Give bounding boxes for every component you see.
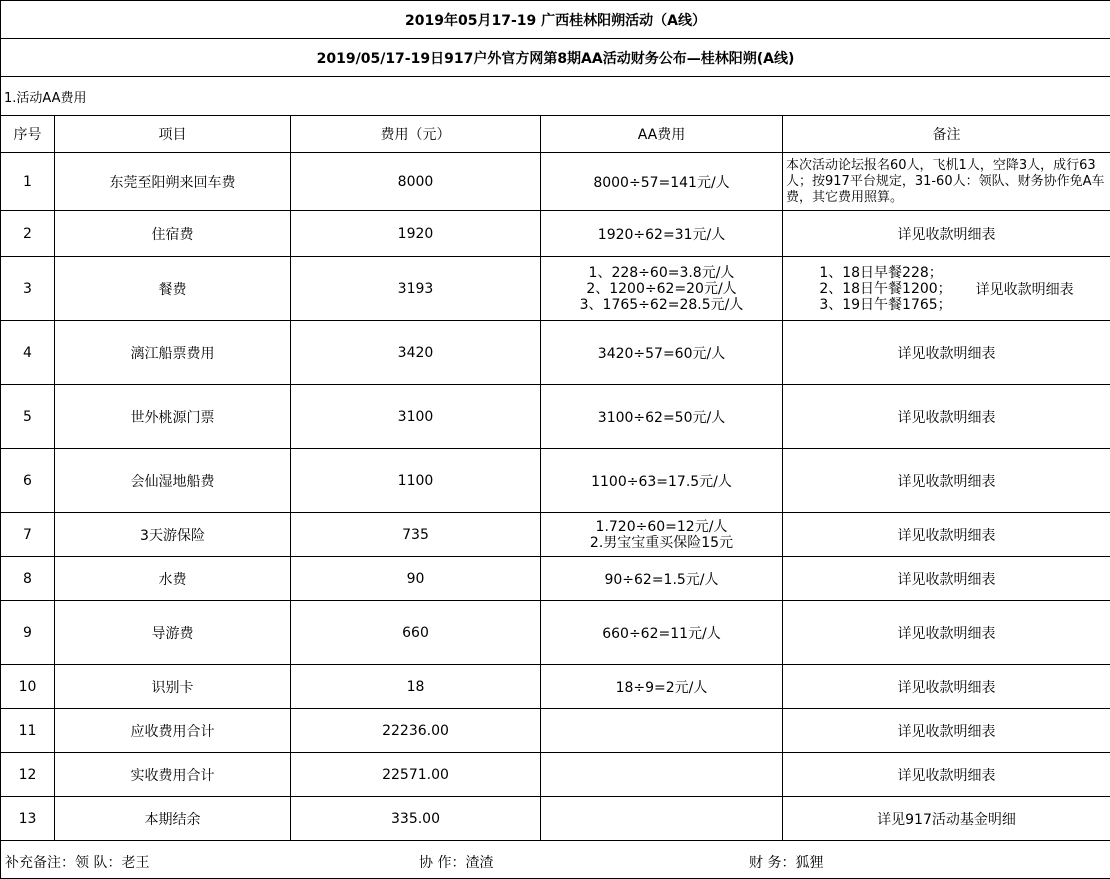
row-aa: 90÷62=1.5元/人	[541, 557, 783, 601]
row-no: 2	[1, 211, 55, 257]
row-remark: 详见收款明细表	[783, 665, 1110, 709]
column-header-aa: AA费用	[541, 116, 783, 153]
row-cost: 8000	[291, 153, 541, 211]
row-remark: 本次活动论坛报名60人，飞机1人，空降3人，成行63人；按917平台规定，31-60人：领队、财务协作免A车费，其它费用照算。	[783, 153, 1110, 211]
row-item: 水费	[55, 557, 291, 601]
row-cost: 3420	[291, 321, 541, 385]
row-aa: 3100÷62=50元/人	[541, 385, 783, 449]
row-aa: 3420÷57=60元/人	[541, 321, 783, 385]
row-no: 5	[1, 385, 55, 449]
table-row	[1, 797, 1110, 841]
row-aa	[541, 753, 783, 797]
table-row	[1, 513, 1110, 557]
row-remark: 详见收款明细表	[783, 709, 1110, 753]
row-item: 餐费	[55, 257, 291, 321]
row-no: 3	[1, 257, 55, 321]
row-cost: 22236.00	[291, 709, 541, 753]
row-aa	[541, 709, 783, 753]
remark-note: 详见收款明细表	[975, 281, 1074, 298]
aa-line: 2、1200÷62=20元/人	[586, 280, 737, 297]
row-item: 导游费	[55, 601, 291, 665]
row-aa: 1100÷63=17.5元/人	[541, 449, 783, 513]
row-aa	[541, 513, 783, 557]
row-aa	[541, 797, 783, 841]
row-cost: 90	[291, 557, 541, 601]
row-aa: 1920÷62=31元/人	[541, 211, 783, 257]
page-subtitle: 2019/05/17-19日917户外官方网第8期AA活动财务公布—桂林阳朔(A线)	[1, 39, 1110, 77]
table-row	[1, 449, 1110, 513]
row-no: 4	[1, 321, 55, 385]
row-aa: 18÷9=2元/人	[541, 665, 783, 709]
table-row	[1, 385, 1110, 449]
row-aa: 660÷62=11元/人	[541, 601, 783, 665]
row-remark: 详见收款明细表	[783, 211, 1110, 257]
row-no: 11	[1, 709, 55, 753]
row-item: 识别卡	[55, 665, 291, 709]
column-header-item: 项目	[55, 116, 291, 153]
row-cost: 735	[291, 513, 541, 557]
table-row	[1, 557, 1110, 601]
column-header-cost: 费用（元）	[291, 116, 541, 153]
row-no: 6	[1, 449, 55, 513]
row-remark: 详见917活动基金明细	[783, 797, 1110, 841]
row-cost: 1920	[291, 211, 541, 257]
table-row	[1, 665, 1110, 709]
remark-line: 3、19日午餐1765；	[819, 296, 952, 313]
row-no: 10	[1, 665, 55, 709]
row-no: 12	[1, 753, 55, 797]
column-header-remark: 备注	[783, 116, 1110, 153]
row-item: 实收费用合计	[55, 753, 291, 797]
row-aa: 8000÷57=141元/人	[541, 153, 783, 211]
row-remark: 详见收款明细表	[783, 601, 1110, 665]
aa-line: 1、228÷60=3.8元/人	[588, 264, 735, 281]
row-no: 7	[1, 513, 55, 557]
section-label: 1.活动AA费用	[1, 77, 1110, 116]
row-item: 漓江船票费用	[55, 321, 291, 385]
row-remark: 详见收款明细表	[783, 513, 1110, 557]
page-title: 2019年05月17-19 广西桂林阳朔活动（A线）	[1, 1, 1110, 39]
table-row	[1, 321, 1110, 385]
footer-row	[1, 841, 1110, 879]
row-item: 本期结余	[55, 797, 291, 841]
footer-leader: 补充备注：领 队：老王	[5, 855, 150, 871]
row-cost: 3193	[291, 257, 541, 321]
remark-line: 1、18日早餐228；	[819, 264, 943, 281]
aa-line: 2.男宝宝重买保险15元	[589, 534, 734, 551]
table-row	[1, 211, 1110, 257]
table-row	[1, 753, 1110, 797]
table-row	[1, 601, 1110, 665]
row-cost: 1100	[291, 449, 541, 513]
aa-line: 1.720÷60=12元/人	[595, 518, 728, 535]
row-no: 8	[1, 557, 55, 601]
row-remark: 详见收款明细表	[783, 753, 1110, 797]
row-remark: 详见收款明细表	[783, 385, 1110, 449]
row-no: 1	[1, 153, 55, 211]
row-item: 东莞至阳朔来回车费	[55, 153, 291, 211]
row-remark: 详见收款明细表	[783, 321, 1110, 385]
table-row	[1, 257, 1110, 321]
table-row	[1, 709, 1110, 753]
row-item: 应收费用合计	[55, 709, 291, 753]
row-item: 3天游保险	[55, 513, 291, 557]
footer-finance: 财 务：狐狸	[749, 855, 824, 871]
row-cost: 335.00	[291, 797, 541, 841]
row-cost: 660	[291, 601, 541, 665]
table-row	[1, 153, 1110, 211]
column-header-no: 序号	[1, 116, 55, 153]
row-item: 会仙湿地船费	[55, 449, 291, 513]
row-item: 世外桃源门票	[55, 385, 291, 449]
row-cost: 18	[291, 665, 541, 709]
row-no: 13	[1, 797, 55, 841]
aa-line: 3、1765÷62=28.5元/人	[579, 296, 744, 313]
row-remark	[783, 257, 1110, 321]
row-no: 9	[1, 601, 55, 665]
row-cost: 3100	[291, 385, 541, 449]
row-remark: 详见收款明细表	[783, 449, 1110, 513]
remark-line: 2、18日午餐1200；	[819, 280, 952, 297]
row-aa	[541, 257, 783, 321]
row-remark: 详见收款明细表	[783, 557, 1110, 601]
footer-assist: 协 作：渣渣	[419, 855, 494, 871]
row-cost: 22571.00	[291, 753, 541, 797]
row-item: 住宿费	[55, 211, 291, 257]
